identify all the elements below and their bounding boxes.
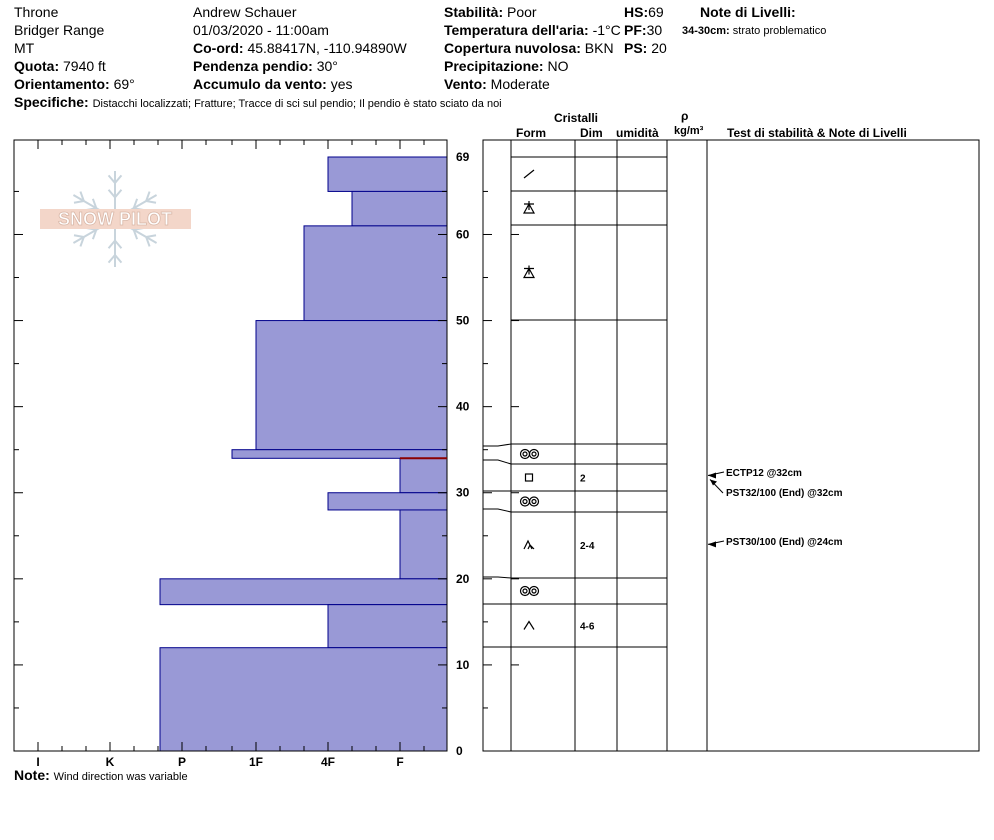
hardness-bar-1 <box>352 191 447 225</box>
melt-form-icon-right <box>530 497 539 506</box>
wind: Vento: Moderate <box>444 76 550 92</box>
test-label-1: PST32/100 (End) @32cm <box>726 488 843 499</box>
hardness-label-F: F <box>396 755 404 769</box>
depth-label-10: 10 <box>456 657 470 672</box>
grain-size-7: 2-4 <box>580 541 595 552</box>
grain-symbol-surface-hoar-1 <box>524 201 534 213</box>
grain-symbol-melt-forms-8 <box>521 587 539 596</box>
cloud-cover: Copertura nuvolosa: BKN <box>444 40 614 56</box>
grain-symbol-faceted-5 <box>526 474 533 481</box>
depth-axis-labels <box>456 150 470 758</box>
state-name: MT <box>14 40 35 56</box>
melt-form-icon-right-inner <box>532 589 536 593</box>
grain-symbol-decomposing-0 <box>524 170 534 178</box>
test-arrowhead-1 <box>710 480 717 486</box>
grain-symbol-melt-forms-6 <box>521 497 539 506</box>
melt-form-icon-left-inner <box>523 452 527 456</box>
hardness-label-I: I <box>36 755 40 769</box>
melt-form-icon-right <box>530 450 539 459</box>
test-arrowhead-0 <box>708 473 716 479</box>
ski-penetration: PS: 20 <box>624 40 667 56</box>
snowpilot-watermark <box>40 171 191 267</box>
elevation: Quota: 7940 ft <box>14 58 106 74</box>
hardness-axis-labels <box>36 755 403 769</box>
range-name: Bridger Range <box>14 22 105 38</box>
test-label-0: ECTP12 @32cm <box>726 468 802 479</box>
hardness-bar-0 <box>328 157 447 191</box>
hardness-bar-7 <box>400 510 447 579</box>
slope-angle: Pendenza pendio: 30° <box>193 58 338 74</box>
rho-header: ρ <box>681 109 689 123</box>
test-label-2: PST30/100 (End) @24cm <box>726 537 843 548</box>
depth-label-60: 60 <box>456 227 470 242</box>
hardness-label-1F: 1F <box>248 755 264 769</box>
wind-loading: Accumulo da vento: yes <box>193 76 353 92</box>
grain-symbol-surface-hoar-2 <box>524 266 534 278</box>
moisture-header: umidità <box>616 126 659 140</box>
datetime: 01/03/2020 - 11:00am <box>193 22 329 38</box>
hardness-bar-5 <box>400 458 447 492</box>
hardness-bar-4 <box>232 450 447 459</box>
snowflake-branch-4-1-0 <box>146 235 156 237</box>
grain-connector-4 <box>483 444 511 446</box>
faceted-rounded-icon <box>524 541 534 549</box>
surface-hoar-icon <box>524 201 534 213</box>
faceted-icon <box>526 474 533 481</box>
precipitation: Precipitazione: NO <box>444 58 569 74</box>
hardness-bars <box>160 157 447 751</box>
grain-connector-8 <box>483 577 511 578</box>
depth-label-69: 69 <box>456 150 470 164</box>
grain-size-9: 4-6 <box>580 621 595 633</box>
depth-label-40: 40 <box>456 399 470 414</box>
depth-label-30: 30 <box>456 485 470 500</box>
melt-form-icon-right <box>530 587 539 596</box>
foot-penetration: PF:30 <box>624 22 663 38</box>
footer-note: Note: Wind direction was variable <box>14 767 188 783</box>
melt-form-icon-left-inner <box>523 589 527 593</box>
snowflake-branch-5-1-1 <box>146 201 156 203</box>
tests-header: Test di stabilità & Note di Livelli <box>727 126 907 140</box>
grain-connector-7 <box>483 509 511 512</box>
layer-note: 34-30cm: strato problematico <box>682 25 827 37</box>
hardness-bar-2 <box>304 226 447 321</box>
snowflake-branch-2-1-1 <box>74 235 84 237</box>
depth-label-50: 50 <box>456 313 470 328</box>
grain-symbol-melt-forms-4 <box>521 450 539 459</box>
grain-table <box>483 140 707 751</box>
melt-form-icon-right-inner <box>532 452 536 456</box>
grain-size-5: 2 <box>580 473 586 485</box>
crystals-header: Cristalli <box>554 111 599 125</box>
depth-hoar-icon <box>524 622 534 630</box>
melt-form-icon-left-inner <box>523 500 527 504</box>
specifics: Specifiche: Distacchi localizzati; Fratture; Tracce di sci sul pendio; Il pendio è stato sciato da noi <box>14 94 502 110</box>
depth-label-0: 0 <box>456 744 463 758</box>
grain-symbol-faceted-rounded-7 <box>524 541 534 549</box>
hardness-label-4F: 4F <box>320 755 336 769</box>
location-name: Throne <box>14 4 59 20</box>
hardness-bar-10 <box>160 648 447 751</box>
melt-form-icon-left <box>521 587 530 596</box>
hardness-bar-3 <box>256 321 447 450</box>
grain-symbol-depth-hoar-9 <box>524 622 534 630</box>
grain-connector-5 <box>483 460 511 464</box>
decomposing-icon <box>524 170 534 178</box>
snowflake-branch-1-1-0 <box>74 201 84 203</box>
form-header: Form <box>516 126 546 140</box>
density-unit-header: kg/m³ <box>674 125 704 137</box>
grain-table-frame <box>483 140 979 751</box>
aspect: Orientamento: 69° <box>14 76 135 92</box>
stability: Stabilità: Poor <box>444 4 537 20</box>
watermark-text: SNOW PILOT <box>58 209 172 229</box>
depth-label-20: 20 <box>456 571 470 586</box>
snow-height: HS:69 <box>624 4 664 20</box>
coordinates: Co-ord: 45.88417N, -110.94890W <box>193 40 407 56</box>
air-temperature: Temperatura dell'aria: -1°C <box>444 22 621 38</box>
surface-hoar-icon <box>524 266 534 278</box>
hardness-bar-9 <box>328 605 447 648</box>
melt-form-icon-left <box>521 450 530 459</box>
melt-form-icon-right-inner <box>532 500 536 504</box>
hardness-bar-6 <box>328 493 447 510</box>
test-arrowhead-2 <box>708 541 716 547</box>
hardness-label-P: P <box>177 755 187 769</box>
hardness-label-K: K <box>105 755 115 769</box>
melt-form-icon-left <box>521 497 530 506</box>
hardness-bar-8 <box>160 579 447 605</box>
dim-header: Dim <box>580 126 603 140</box>
observer: Andrew Schauer <box>193 4 297 20</box>
layer-notes-title: Note di Livelli: <box>700 4 796 20</box>
stability-tests <box>708 468 843 548</box>
